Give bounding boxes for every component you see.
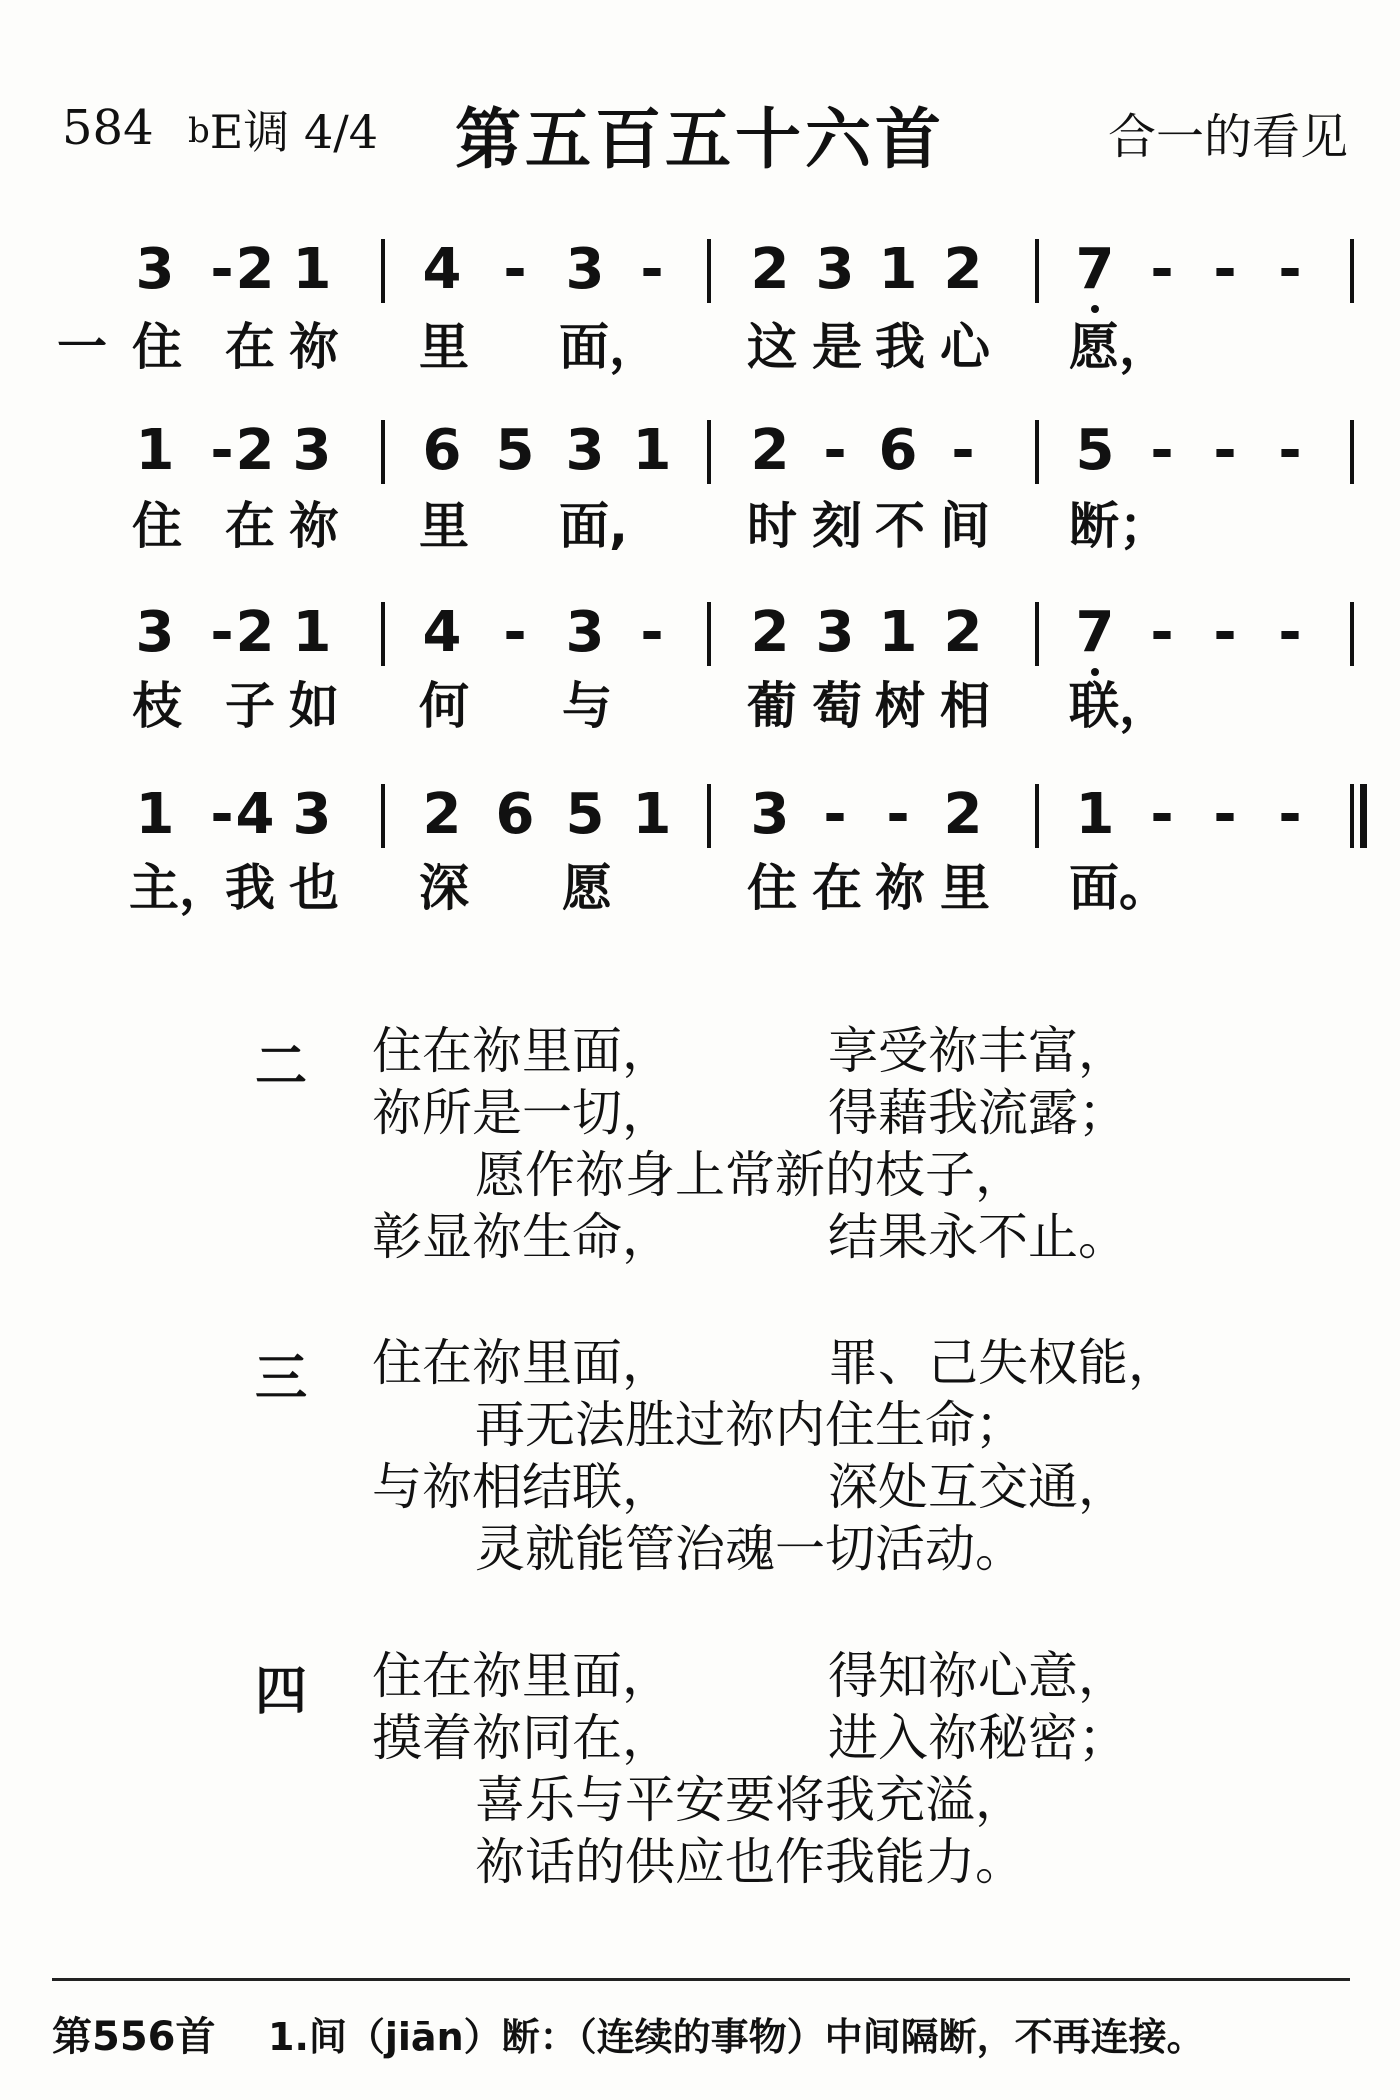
barline [707,784,711,848]
verse-number: 三 [255,1349,308,1409]
note-extension: - [823,418,847,483]
note: 3 [292,782,332,847]
note-extension: - [640,237,664,302]
note: 2 [235,600,275,665]
note: 1 [878,237,918,302]
note-extension: - [210,418,234,483]
note-extension: - [210,600,234,665]
note: 7 [1075,237,1115,302]
lyric-syllable: 葡 [747,677,797,735]
note: 3 [135,237,175,302]
note: 6 [422,418,462,483]
lyric-syllable: 刻 [812,497,862,555]
lyric-syllable: 心 [940,318,990,376]
verse-line: 祢话的供应也作我能力。 [475,1833,1025,1891]
lyric-syllable: 萄 [812,677,862,735]
note-extension: - [210,782,234,847]
note: 4 [422,600,462,665]
notation-line [0,598,1400,668]
key-text: E调 4/4 [209,105,378,159]
verse-line: 愿作祢身上常新的枝子， [475,1146,1025,1204]
barline [381,602,385,666]
note-extension: - [1150,418,1174,483]
lyric-line [0,674,1400,738]
note: 6 [495,782,535,847]
notation-line [0,416,1400,486]
lyric-syllable: 联， [1069,677,1169,735]
lyric-syllable: 这 [747,318,797,376]
barline [1035,239,1039,303]
note: 1 [135,782,175,847]
lyric-syllable: 我 [875,318,925,376]
lyric-syllable: 断； [1069,497,1169,555]
final-barline-thick [1360,784,1367,848]
verse-line-second-half: 深处互交通， [828,1458,1128,1516]
footnote: 1.间（jiān）断：（连续的事物）中间隔断，不再连接。 [268,2015,1205,2059]
note: 1 [878,600,918,665]
note: 5 [495,418,535,483]
note: 6 [878,418,918,483]
lyric-syllable: 面， [559,318,659,376]
lyric-syllable: 子 [225,677,275,735]
lyric-line [0,494,1400,558]
lyric-syllable: 里 [419,497,469,555]
note: 4 [422,237,462,302]
note: 3 [135,600,175,665]
lyric-syllable: 也 [289,859,339,917]
lyric-syllable: 深 [419,859,469,917]
lyric-syllable: 祢 [875,859,925,917]
note: 1 [135,418,175,483]
note-extension: - [503,237,527,302]
note: 3 [292,418,332,483]
note-extension: - [1150,237,1174,302]
verse-line: 灵就能管治魂一切活动。 [475,1520,1025,1578]
verse-line-second-half: 享受祢丰富， [828,1022,1128,1080]
note: 3 [750,782,790,847]
verse-line-first-half: 彰显祢生命， [372,1208,672,1266]
verse-line-first-half: 摸着祢同在， [372,1709,672,1767]
lyric-syllable: 时 [747,497,797,555]
verse-line: 再无法胜过祢内住生命； [475,1396,1025,1454]
note: 2 [235,237,275,302]
note-extension: - [640,600,664,665]
low-octave-dot [1091,305,1099,313]
note-extension: - [1150,600,1174,665]
note: 2 [750,600,790,665]
lyric-syllable: 树 [875,677,925,735]
verse-line-second-half: 进入祢秘密； [828,1709,1128,1767]
lyric-syllable: 间 [940,497,990,555]
lyric-syllable: 祢 [289,497,339,555]
note: 2 [422,782,462,847]
lyric-syllable: 住 [132,497,182,555]
lyric-syllable: 住 [132,318,182,376]
lyric-syllable: 与 [562,677,612,735]
barline [707,420,711,484]
barline [1350,420,1354,484]
note-extension: - [951,418,975,483]
hymn-title: 第五百五十六首 [455,101,945,178]
lyric-line [0,315,1400,379]
verse-line-second-half: 得知祢心意， [828,1647,1128,1705]
note: 4 [235,782,275,847]
note: 3 [815,237,855,302]
lyric-syllable: 不 [875,497,925,555]
lyric-syllable: 是 [812,318,862,376]
note: 2 [943,600,983,665]
lyric-syllable: 祢 [289,318,339,376]
lyric-syllable: 在 [225,497,275,555]
note: 1 [632,418,672,483]
hymn-theme: 合一的看见 [1107,109,1348,165]
verse-line-second-half: 得藉我流露； [828,1084,1128,1142]
note-extension: - [1278,600,1302,665]
verse-number: 二 [255,1037,308,1097]
note: 5 [1075,418,1115,483]
note: 5 [565,782,605,847]
verse-line: 喜乐与平安要将我充溢， [475,1771,1025,1829]
page-number: 584 [62,100,154,156]
lyric-syllable: 何 [419,677,469,735]
note-extension: - [823,782,847,847]
note-extension: - [1213,782,1237,847]
note: 7 [1075,600,1115,665]
note: 3 [565,418,605,483]
note-extension: - [1278,237,1302,302]
verse-line-second-half: 结果永不止。 [828,1208,1128,1266]
barline [1035,420,1039,484]
barline [1350,239,1354,303]
note: 2 [750,418,790,483]
note-extension: - [1278,782,1302,847]
notation-line [0,780,1400,850]
note: 2 [943,237,983,302]
note: 3 [565,600,605,665]
note: 1 [292,600,332,665]
lyric-syllable: 愿 [562,859,612,917]
lyric-syllable: 如 [289,677,339,735]
lyric-syllable: 面。 [1069,859,1169,917]
note: 2 [750,237,790,302]
lyric-syllable: 里 [940,859,990,917]
note-extension: - [886,782,910,847]
verse-line-first-half: 住在祢里面， [372,1334,672,1392]
note: 3 [815,600,855,665]
verse-line-first-half: 住在祢里面， [372,1022,672,1080]
note-extension: - [210,237,234,302]
barline [381,784,385,848]
lyric-syllable: 住 [747,859,797,917]
lyric-syllable: 枝 [132,677,182,735]
note: 2 [235,418,275,483]
barline [1035,784,1039,848]
lyric-line [0,856,1400,920]
lyric-syllable: 主， [129,859,229,917]
note-extension: - [1213,600,1237,665]
notation-line [0,235,1400,305]
note: 3 [565,237,605,302]
lyric-syllable: 我 [225,859,275,917]
verse-line-second-half: 罪、己失权能， [828,1334,1178,1392]
note-extension: - [1213,418,1237,483]
verse-line-first-half: 祢所是一切， [372,1084,672,1142]
footer-rule [52,1978,1350,1981]
barline [1350,602,1354,666]
verse-marker: 一 [57,318,107,376]
barline [707,602,711,666]
lyric-syllable: 愿， [1069,318,1169,376]
barline [381,239,385,303]
footer-label: 第556首 [52,2014,216,2060]
lyric-syllable: 面, [559,497,628,555]
final-barline [1350,784,1354,848]
barline [1035,602,1039,666]
lyric-syllable: 相 [940,677,990,735]
barline [707,239,711,303]
flat-sign: b [188,111,210,151]
note: 1 [292,237,332,302]
verse-line-first-half: 与祢相结联， [372,1458,672,1516]
verse-line-first-half: 住在祢里面， [372,1647,672,1705]
note: 1 [632,782,672,847]
lyric-syllable: 在 [812,859,862,917]
note: 1 [1075,782,1115,847]
note-extension: - [503,600,527,665]
verse-number: 四 [255,1662,308,1722]
note-extension: - [1278,418,1302,483]
note: 2 [943,782,983,847]
note-extension: - [1150,782,1174,847]
barline [381,420,385,484]
note-extension: - [1213,237,1237,302]
lyric-syllable: 里 [419,318,469,376]
lyric-syllable: 在 [225,318,275,376]
